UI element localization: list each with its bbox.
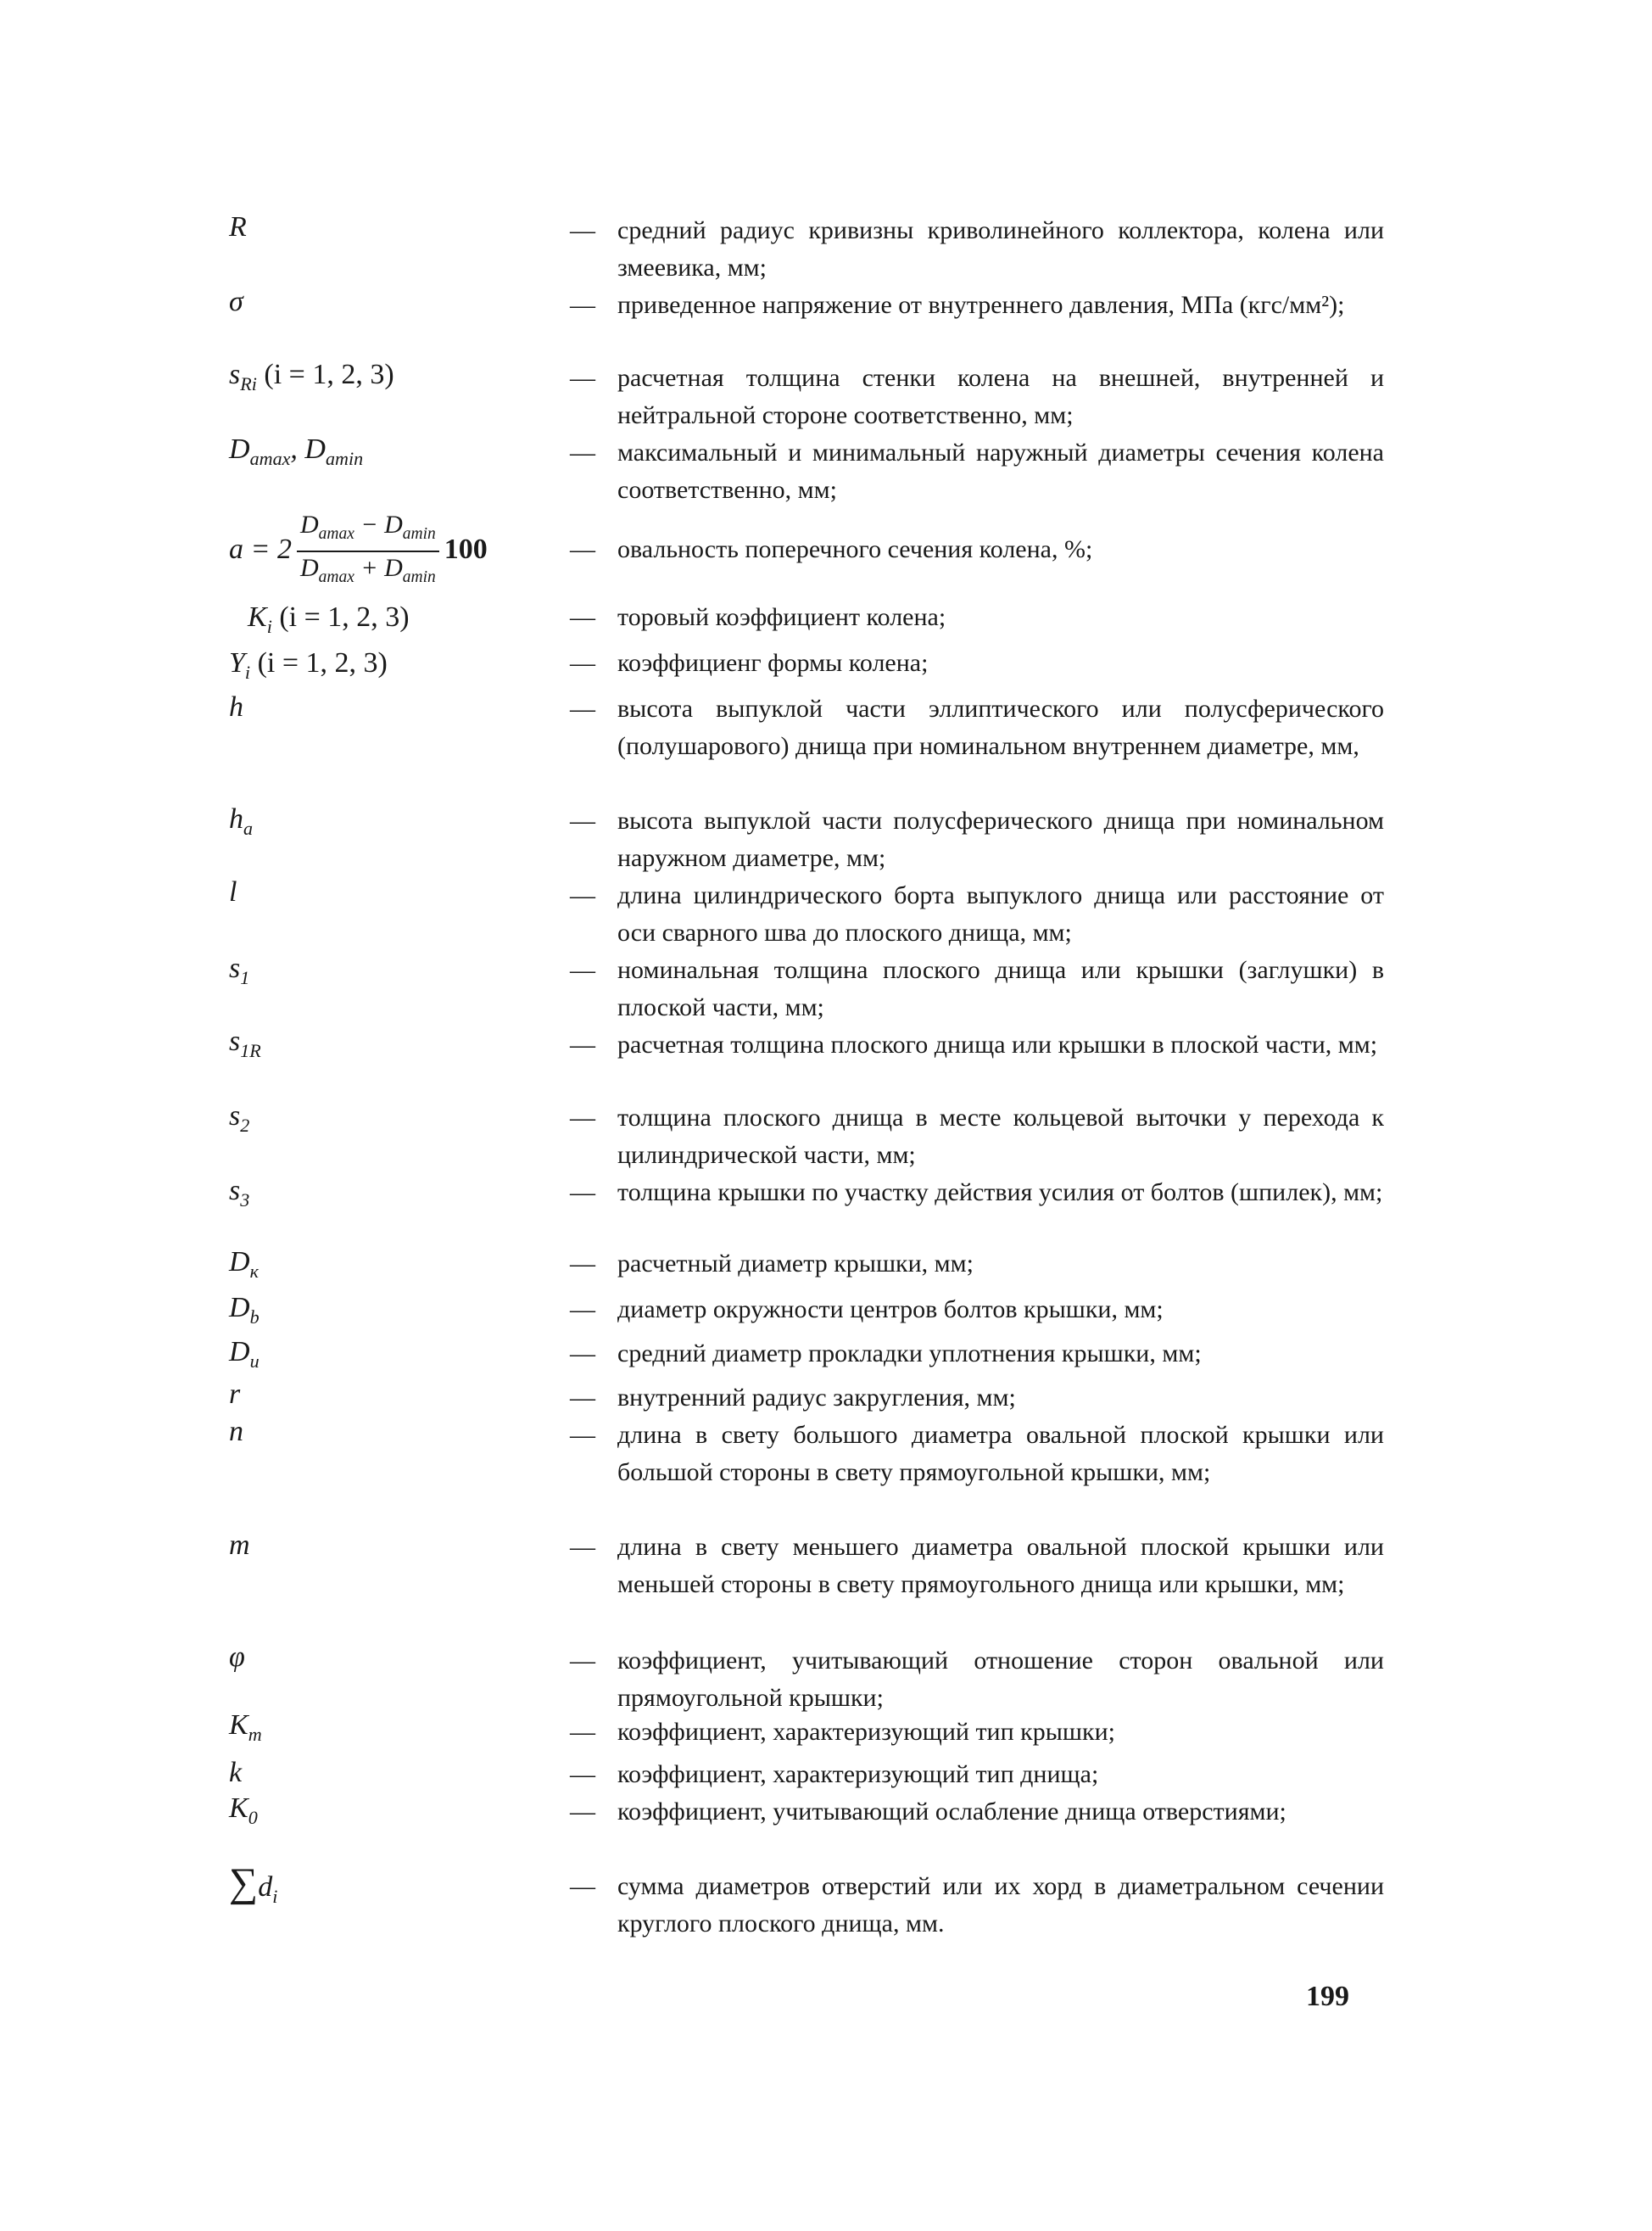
symbol-s1: $s_1$ xyxy=(229,953,250,988)
entry-s2: — толщина плоского днища в месте кольцевой выточки у перехода к цилиндрической части, мм; xyxy=(570,1099,1384,1174)
description-text: средний радиус кривизны криволинейного коллектора, колена или змеевика, мм; xyxy=(617,216,1384,282)
description-text: коэффициент, характеризующий тип днища; xyxy=(617,1760,1099,1788)
entry-sigma: — приведенное напряжение от внутреннего давления, МПа (кгс/мм²); xyxy=(570,287,1384,324)
symbol-s3: $s_3$ xyxy=(229,1175,250,1211)
symbol-k: k xyxy=(229,1757,243,1788)
symbol-Yi: $Y_i$ (i = 1, 2, 3) xyxy=(229,647,388,683)
entry-Km: — коэффициент, характеризующий тип крышки; xyxy=(570,1714,1384,1751)
symbol-K0: $K_0$ xyxy=(229,1792,258,1828)
symbol-sigma: σ xyxy=(229,286,243,317)
ovality-fraction: $\frac{D_{amax} - D_{amin}}{D_{amax} + D_{amin}}$ xyxy=(297,509,439,594)
entry-n: — длина в свету большого диаметра овальной плоской крышки или большой стороны в свету прямоугольной крышки, мм; xyxy=(570,1417,1384,1491)
description-text: максимальный и минимальный наружный диаметры сечения колена соответственно, мм; xyxy=(617,439,1384,504)
symbol-ha: $h_a$ xyxy=(229,803,254,839)
symbol-l: l xyxy=(229,876,237,908)
entry-Damax: — максимальный и минимальный наружный диаметры сечения колена соответственно, мм; xyxy=(570,434,1384,509)
description-text: длина в свету большого диаметра овальной плоской крышки или большой стороны в свету прямоугольной крышки, мм; xyxy=(617,1421,1384,1486)
description-text: расчетная толщина стенки колена на внешней, внутренней и нейтральной стороне соответственно, мм; xyxy=(617,364,1384,429)
description-text: толщина крышки по участку действия усилия от болтов (шпилек), мм; xyxy=(617,1178,1383,1206)
symbol-n: n xyxy=(229,1416,243,1447)
symbol-Du: $D_u$ xyxy=(229,1336,260,1372)
description-text: коэффициент, учитывающий ослабление днища отверстиями; xyxy=(617,1798,1286,1826)
symbol-Dk: $D_к$ xyxy=(229,1246,259,1282)
description-text: расчетная толщина плоского днища или крышки в плоской части, мм; xyxy=(617,1031,1378,1059)
description-text: средний диаметр прокладки уплотнения крышки, мм; xyxy=(617,1339,1202,1367)
symbol-Km: $K_m$ xyxy=(229,1709,262,1745)
description-text: приведенное напряжение от внутреннего давления, МПа (кгс/мм²); xyxy=(617,291,1345,319)
description-text: коэффициент, характеризующий тип крышки; xyxy=(617,1718,1115,1746)
entry-phi: — коэффициент, учитывающий отношение сторон овальной или прямоугольной крышки; xyxy=(570,1642,1384,1717)
description-text: длина цилиндрического борта выпуклого днища или расстояние от оси сварного шва до плоского днища, мм; xyxy=(617,881,1384,947)
symbol-s1R: $s_{1R}$ xyxy=(229,1026,261,1061)
entry-sRi: — расчетная толщина стенки колена на внешней, внутренней и нейтральной стороне соответственно, мм; xyxy=(570,360,1384,434)
symbol-Ki: $K_i$ (i = 1, 2, 3) xyxy=(248,601,410,637)
description-text: коэффициент, учитывающий отношение сторон овальной или прямоугольной крышки; xyxy=(617,1647,1384,1712)
symbol-sum-di: $\sum d_i$ xyxy=(229,1860,278,1907)
description-text: торовый коэффициент колена; xyxy=(617,603,946,631)
entry-m: — длина в свету меньшего диаметра овальной плоской крышки или меньшей стороны в свету прямоугольного днища или крышки, мм; xyxy=(570,1529,1384,1603)
entry-R: — средний радиус кривизны криволинейного коллектора, колена или змеевика, мм; xyxy=(570,212,1384,287)
description-text: высота выпуклой части полусферического днища при номинальном наружном диаметре, мм; xyxy=(617,807,1384,872)
description-text: толщина плоского днища в месте кольцевой выточки у перехода к цилиндрической части, мм; xyxy=(617,1104,1384,1169)
entry-s1R: — расчетная толщина плоского днища или крышки в плоской части, мм; xyxy=(570,1026,1384,1064)
symbol-h: h xyxy=(229,691,243,723)
description-text: номинальная толщина плоского днища или крышки (заглушки) в плоской части, мм; xyxy=(617,956,1384,1021)
entry-r: — внутренний радиус закругления, мм; xyxy=(570,1379,1384,1417)
symbol-r: r xyxy=(229,1378,241,1410)
entry-l: — длина цилиндрического борта выпуклого днища или расстояние от оси сварного шва до плоского днища, мм; xyxy=(570,877,1384,952)
description-text: сумма диаметров отверстий или их хорд в диаметральном сечении круглого плоского днища, мм. xyxy=(617,1872,1384,1937)
description-text: длина в свету меньшего диаметра овальной плоской крышки или меньшей стороны в свету прямоугольного днища или крышки, мм; xyxy=(617,1533,1384,1598)
entry-Dk: — расчетный диаметр крышки, мм; xyxy=(570,1245,1384,1283)
entry-K0: — коэффициент, учитывающий ослабление днища отверстиями; xyxy=(570,1793,1384,1831)
description-text: диаметр окружности центров болтов крышки, мм; xyxy=(617,1295,1164,1323)
description-text: высота выпуклой части эллиптического или полусферического (полушарового) днища при номинальном внутреннем диаметре, мм, xyxy=(617,695,1384,760)
entry-h: — высота выпуклой части эллиптического или полусферического (полушарового) днища при номинальном внутреннем диаметре, мм, xyxy=(570,691,1384,765)
page-number: 199 xyxy=(1306,1981,1349,2012)
entry-Ki: — торовый коэффициент колена; xyxy=(570,599,1384,636)
symbol-phi: φ xyxy=(229,1641,245,1673)
description-text: коэффициенг формы колена; xyxy=(617,649,929,677)
entry-sum-di: — сумма диаметров отверстий или их хорд в диаметральном сечении круглого плоского днища, мм. xyxy=(570,1868,1384,1943)
entry-s3: — толщина крышки по участку действия усилия от болтов (шпилек), мм; xyxy=(570,1174,1384,1211)
entry-Yi: — коэффициенг формы колена; xyxy=(570,645,1384,682)
entry-Du: — средний диаметр прокладки уплотнения крышки, мм; xyxy=(570,1335,1384,1373)
description-text: расчетный диаметр крышки, мм; xyxy=(617,1250,974,1278)
entry-ha: — высота выпуклой части полусферического днища при номинальном наружном диаметре, мм; xyxy=(570,802,1384,877)
symbol-s2: $s_2$ xyxy=(229,1100,250,1136)
symbol-Damax-Damin: $D_{amax}$, $D_{amin}$ xyxy=(229,433,364,469)
symbol-ovality-formula: a = 2 $\frac{D_{amax} - D_{amin}}{D_{amax} + D_{amin}}$ 100 xyxy=(229,509,488,594)
entry-s1: — номинальная толщина плоского днища или крышки (заглушки) в плоской части, мм; xyxy=(570,952,1384,1026)
description-text: внутренний радиус закругления, мм; xyxy=(617,1384,1016,1412)
description-text: овальность поперечного сечения колена, %; xyxy=(617,535,1093,563)
symbol-m: m xyxy=(229,1529,250,1561)
entry-ovality: — овальность поперечного сечения колена, %; xyxy=(570,531,1384,568)
entry-Db: — диаметр окружности центров болтов крышки, мм; xyxy=(570,1291,1384,1328)
symbol-sRi: $s_{Ri}$ (i = 1, 2, 3) xyxy=(229,359,394,394)
symbol-R: R xyxy=(229,211,247,243)
entry-k: — коэффициент, характеризующий тип днища; xyxy=(570,1756,1384,1793)
symbol-Db: $D_b$ xyxy=(229,1292,260,1328)
